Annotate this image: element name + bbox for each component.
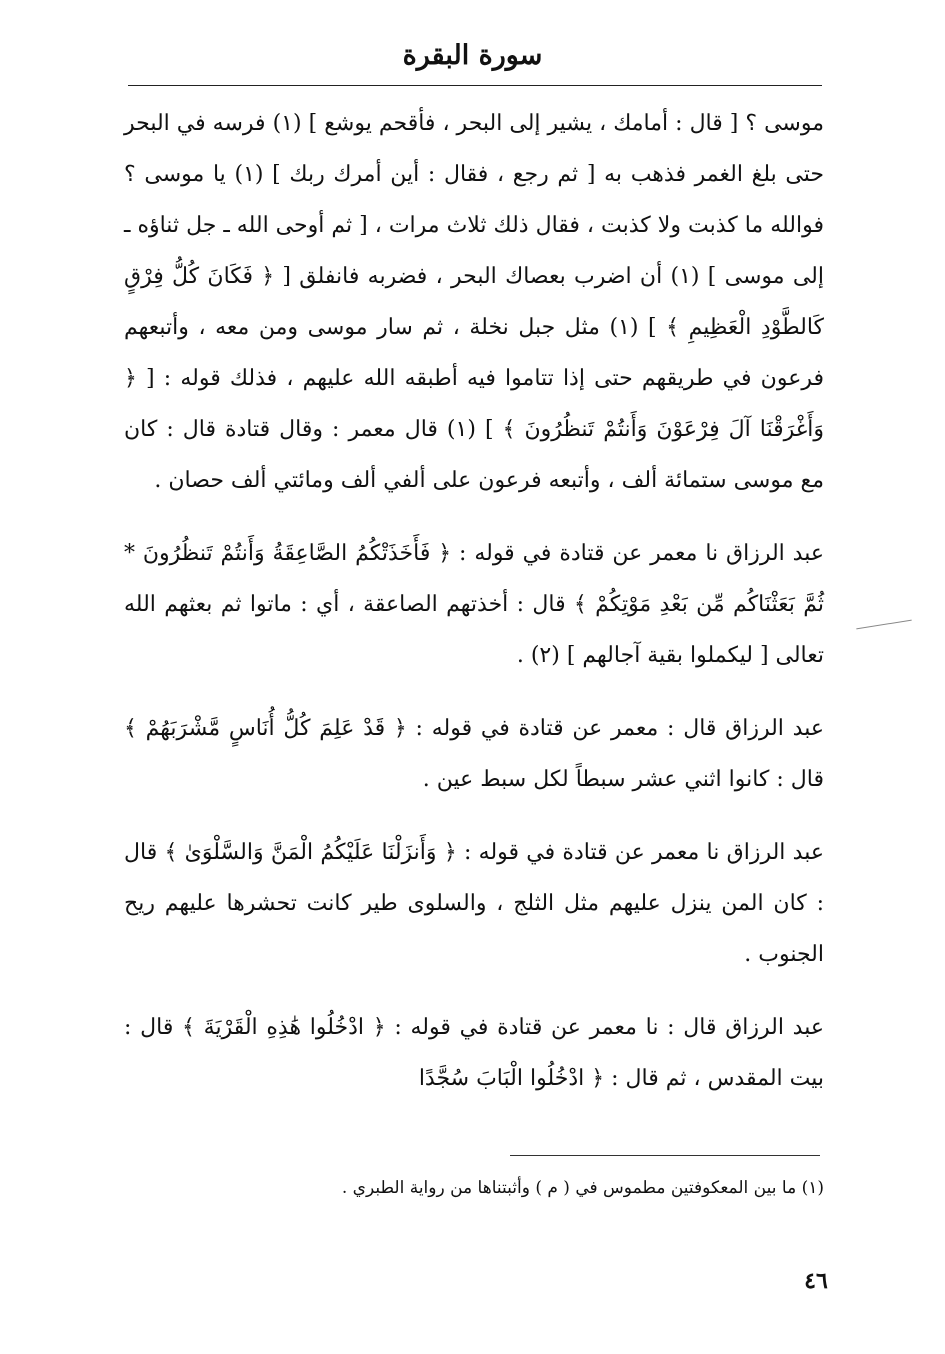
main-text-block: [124, 98, 824, 1104]
header-divider: [128, 85, 822, 86]
paragraph-3: عبد الرزاق قال : معمر عن قتادة في قوله : ﴿ قَدْ عَلِمَ كُلُّ أُنَاسٍ مَّشْرَبَهُمْ ﴾ قال : كانوا اثني عشر سبطاً لكل سبط عين .: [124, 716, 824, 792]
scan-mark: [856, 620, 911, 630]
running-header-title: سورة البقرة: [402, 40, 543, 71]
paragraph-2: عبد الرزاق نا معمر عن قتادة في قوله : ﴿ فَأَخَذَتْكُمُ الصَّاعِقَةُ وَأَنتُمْ تَنظُرُونَ * ثُمَّ بَعَثْنَاكُم مِّن بَعْدِ مَوْتِكُمْ ﴾ قال : أخذتهم الصاعقة ، أي : ماتوا ثم بعثهم الله تعالى [ ليكملوا بقية آجالهم ] (٢) .: [124, 541, 824, 668]
footnote: (١) ما بين المعكوفتين مطموس في ( م ) وأثبتناها من رواية الطبري .: [341, 1178, 824, 1198]
page-number: ٤٦: [804, 1268, 828, 1294]
footnote-divider: [510, 1155, 820, 1156]
paragraph-1: موسى ؟ [ قال : أمامك ، يشير إلى البحر ، فأقحم يوشع ] (١) فرسه في البحر حتى بلغ الغمر فذهب به [ ثم رجع ، فقال : أين أمرك ربك ] (١) يا موسى ؟ فوالله ما كذبت ولا كذبت ، فقال ذلك ثلاث مرات ، [ ثم أوحى الله ـ جل ثناؤه ـ إلى موسى ] (١) أن اضرب بعصاك البحر ، فضربه فانفلق [ ﴿ فَكَانَ كُلُّ فِرْقٍ كَالطَّوْدِ الْعَظِيمِ ﴾ ] (١) مثل جبل نخلة ، ثم سار موسى ومن معه ، وأتبعهم فرعون في طريقهم حتى إذا تتاموا فيه أطبقه الله عليهم ، فذلك قوله : [ ﴿ وَأَغْرَقْنَا آلَ فِرْعَوْنَ وَأَنتُمْ تَنظُرُونَ ﴾ ] (١) قال معمر : وقال قتادة قال : كان مع موسى ستمائة ألف ، وأتبعه فرعون على ألفي ألف ومائتي ألف حصان .: [124, 111, 825, 493]
paragraph-5: عبد الرزاق قال : نا معمر عن قتادة في قوله : ﴿ ادْخُلُوا هَٰذِهِ الْقَرْيَةَ ﴾ قال : بيت المقدس ، ثم قال : ﴿ ادْخُلُوا الْبَابَ سُجَّدًا: [124, 1015, 824, 1091]
paragraph-4: عبد الرزاق نا معمر عن قتادة في قوله : ﴿ وَأَنزَلْنَا عَلَيْكُمُ الْمَنَّ وَالسَّلْوَىٰ ﴾ قال : كان المن ينزل عليهم مثل الثلج ، والسلوى طير كانت تحشرها عليهم ريح الجنوب .: [124, 840, 824, 967]
